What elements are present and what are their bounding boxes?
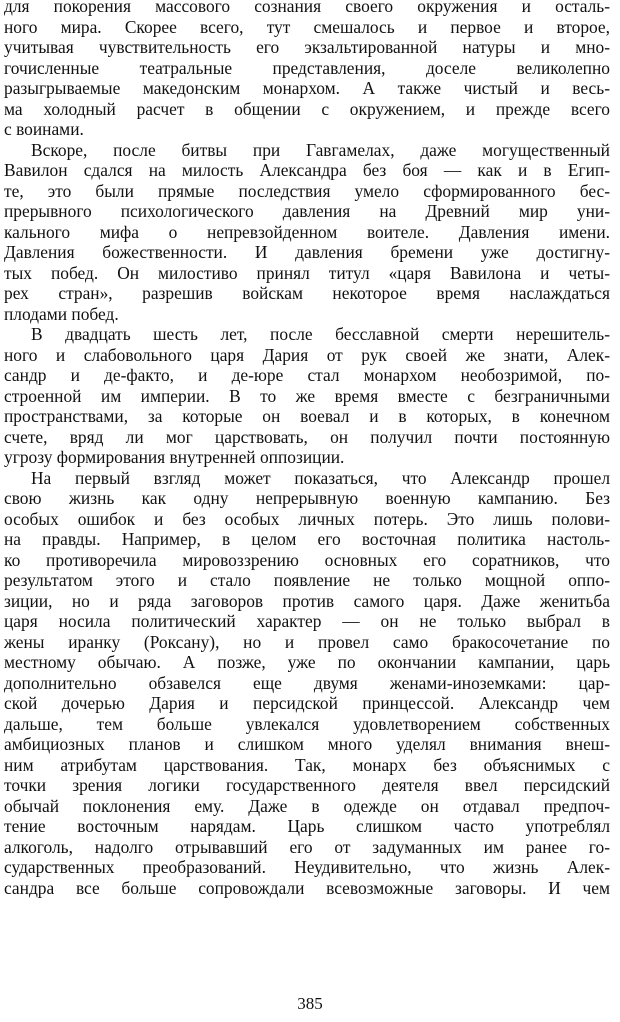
text-line: сандр и де-факто, и де-юре стал монархом необозримой, по- (4, 365, 610, 385)
text-line: кального мифа о непревзойденном воителе. Давления имени. (4, 221, 610, 242)
text-line: учитывая чувствительность его экзальтированной натуры и мно- (4, 37, 610, 57)
text-line: ного и слабовольного царя Дария от рук своей же знати, Алек- (4, 344, 610, 365)
text-line: на правды. Например, в целом его восточная политика настоль- (4, 529, 610, 549)
text-line: На первый взгляд может показаться, что Александр прошел (31, 467, 610, 488)
text-line: обычай поклонения ему. Даже в одежде он отдавал предпоч- (4, 795, 610, 816)
text-line: строенной им империи. В то же время вместе с безграничными (4, 385, 610, 406)
text-line: дальше, тем больше увлекался удовлетворением собственных (4, 713, 610, 734)
text-line: результатом этого и стало появление не только мощной оппо- (4, 570, 610, 590)
text-line: прерывного психологического давления на Древний мир уни- (4, 201, 610, 221)
text-line: плодами побед. (4, 303, 119, 324)
text-line: Давления божественности. И давления бремени уже достигну- (4, 242, 610, 262)
text-line: рех стран», разрешив войскам некоторое время наслаждаться (4, 283, 610, 303)
text-line: те, это были прямые последствия умело сформированного бес- (4, 180, 610, 201)
text-line: тение восточным нарядам. Царь слишком часто употреблял (4, 816, 610, 836)
text-line: ма холодный расчет в общении с окружением, и прежде всего (4, 98, 610, 119)
text-line: Вскоре, после битвы при Гавгамелах, даже могущественный (31, 139, 610, 160)
text-line: амбициозных планов и слишком много уделял внимания внеш- (4, 734, 610, 754)
text-line: царя носила политический характер — он не только выбрал в (4, 611, 610, 631)
text-line: сударственных преобразований. Неудивительно, что жизнь Алек- (4, 857, 610, 877)
text-line: угрозу формирования внутренней оппозиции. (4, 447, 345, 467)
text-line: местному обычаю. А позже, уже по окончании кампании, царь (4, 652, 610, 672)
text-line: В двадцать шесть лет, после бесславной смерти нерешитель- (31, 324, 610, 344)
text-line: свою жизнь как одну непрерывную военную кампанию. Без (4, 488, 610, 508)
body-text (4, 0, 610, 898)
text-line: ним атрибутам царствования. Так, монарх без объяснимых с (4, 754, 610, 775)
text-line: счете, вряд ли мог царствовать, он получил почти постоянную (4, 426, 610, 447)
text-line: дополнительно обзавелся еще двумя женами-иноземками: цар- (4, 672, 610, 693)
text-line: пространствами, за которые он воевал и в которых, в конечном (4, 406, 610, 426)
text-line: разыгрываемые македонским монархом. А также чистый и весь- (4, 78, 610, 98)
text-line: для покорения массового сознания своего окружения и осталь- (4, 0, 610, 16)
page-number: 385 (297, 994, 323, 1013)
text-line: зиции, но и ряда заговоров против самого царя. Даже женитьба (4, 590, 610, 611)
text-line: ко противоречила мировоззрению основных его соратников, что (4, 549, 610, 570)
text-line: Вавилон сдался на милость Александра без боя — как и в Егип- (4, 160, 610, 180)
text-line: ного мира. Скорее всего, тут смешалось и первое и второе, (4, 16, 610, 37)
text-line: с воинами. (4, 119, 84, 139)
text-line: ской дочерью Дария и персидской принцессой. Александр чем (4, 693, 610, 713)
text-line: точки зрения логики государственного деятеля ввел персидский (4, 775, 610, 795)
text-line: особых ошибок и без особых личных потерь. Это лишь полови- (4, 508, 610, 529)
text-line: тых побед. Он милостиво принял титул «царя Вавилона и четы- (4, 262, 610, 283)
text-line: алкоголь, надолго отрывавший его от задуманных им ранее го- (4, 836, 610, 857)
text-line: гочисленные театральные представления, доселе великолепно (4, 57, 610, 78)
text-line: жены иранку (Роксану), но и провел само бракосочетание по (4, 631, 610, 652)
text-line: сандра все больше сопровождали всевозможные заговоры. И чем (4, 877, 610, 898)
